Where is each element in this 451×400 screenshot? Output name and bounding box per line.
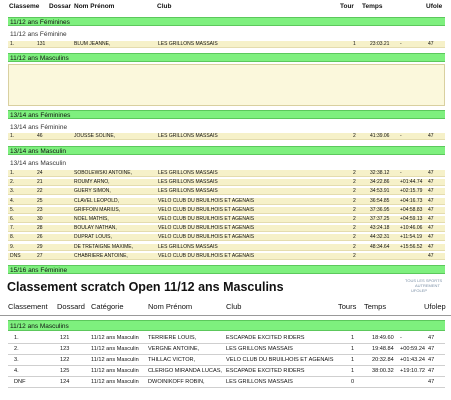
cell-time: 37:37.25: [370, 216, 390, 222]
cell-name: DWOINIKOFF ROBIN,: [148, 379, 205, 385]
cell-time: 19:48.84: [372, 346, 394, 352]
cell-rank: 1.: [10, 41, 15, 47]
cell-time: 34:22.86: [370, 179, 390, 186]
cell-bib: 46: [37, 133, 43, 139]
cell-bib: 121: [60, 335, 70, 341]
category-subtitle: 11/12 ans Féminine: [10, 31, 67, 38]
col-classement: Classement: [8, 302, 48, 311]
cell-rank: 3.: [14, 357, 19, 363]
cell-bib: 29: [37, 243, 43, 250]
cell-bib: 23: [37, 206, 43, 213]
cell-club: VELO CLUB DU BRUILHOIS ET AGENAIS: [158, 225, 255, 232]
cell-club: VELO CLUB DU BRUILHOIS ET AGENAIS: [158, 252, 255, 259]
cell-time: 43:24.18: [370, 225, 390, 232]
table-row: [8, 216, 445, 223]
cell-club: VELO CLUB DU BRUILHOIS ET AGENAIS: [158, 197, 255, 204]
cell-club: ESCAPADE EXCITED RIDERS: [226, 368, 305, 374]
cell-gap: +11:54.19: [400, 234, 423, 241]
cell-name: DE TRETAIGNE MAXIME,: [74, 243, 133, 250]
cell-bib: 26: [37, 234, 43, 241]
cell-gap: +04:59.13: [400, 216, 423, 222]
cell-ufolep: 47: [428, 379, 435, 385]
cell-time: 32:38.12: [370, 170, 390, 176]
cell-ufolep: 47: [428, 368, 435, 374]
col-nom: Nom Prénom: [148, 302, 193, 311]
cell-time: 48:34.64: [370, 243, 390, 250]
cell-club: ESCAPADE EXCITED RIDERS: [226, 335, 305, 341]
cell-name: DUPRAT LOUIS,: [74, 234, 112, 241]
cell-ufolep: 47: [428, 216, 434, 222]
cell-ufolep: 47: [428, 234, 434, 241]
cell-bib: 24: [37, 170, 43, 176]
empty-results-box: [8, 64, 445, 106]
cell-gap: +15:56.52: [400, 243, 423, 250]
table-row: [8, 170, 445, 177]
cell-club: LES GRILLONS MASSAIS: [158, 188, 218, 195]
cell-club: LES GRILLONS MASSAIS: [226, 346, 293, 352]
cell-name: GRIFFOIN MARIUS,: [74, 206, 121, 213]
cell-name: JOUSSE SOLINE,: [74, 133, 116, 139]
cell-bib: 122: [60, 357, 70, 363]
cell-ufolep: 47: [428, 335, 435, 341]
cell-ufolep: 47: [428, 243, 434, 250]
category-band: 11/12 ans Masculins: [8, 320, 445, 331]
cell-gap: +01:43.24: [400, 357, 426, 363]
cell-rank: 1.: [10, 133, 15, 139]
cell-club: LES GRILLONS MASSAIS: [226, 379, 293, 385]
cell-name: CHABRIERE ANTOINE,: [74, 252, 128, 259]
category-band: 11/12 ans Masculins: [8, 53, 445, 62]
cell-ufolep: 47: [428, 225, 434, 232]
cell-time: 44:32.31: [370, 234, 390, 241]
cell-category: 11/12 ans Masculin: [91, 357, 139, 363]
cell-rank: DNS: [10, 252, 21, 259]
cell-gap: +19:10.72: [400, 368, 426, 374]
cell-gap: -: [400, 41, 402, 47]
cell-tours: 1: [351, 368, 355, 374]
category-band: 15/16 ans Féminine: [8, 265, 445, 274]
cell-ufolep: 47: [428, 252, 434, 259]
cell-club: VELO CLUB DU BRUILHOIS ET AGENAIS: [158, 206, 255, 213]
category-band: 11/12 ans Féminines: [8, 17, 445, 26]
cell-ufolep: 47: [428, 346, 435, 352]
cell-tour: 2: [353, 225, 356, 232]
page-title: Classement scratch Open 11/12 ans Masculins: [7, 280, 284, 294]
col-ufolep: Ufolep: [424, 302, 446, 311]
cell-tours: 0: [351, 379, 355, 385]
cell-tour: 2: [353, 252, 356, 259]
cell-tours: 1: [351, 357, 355, 363]
cell-bib: 25: [37, 197, 43, 204]
cell-tour: 2: [353, 170, 356, 176]
col-temps: Temps: [364, 302, 387, 311]
cell-rank: DNF: [14, 379, 26, 385]
cell-tour: 2: [353, 234, 356, 241]
cell-time: 36:54.85: [370, 197, 390, 204]
cell-bib: 125: [60, 368, 70, 374]
cell-bib: 131: [37, 41, 46, 47]
ufolep-logo: TOUS LES SPORTS AUTREMENT UFOLEP: [405, 278, 443, 293]
cell-ufolep: 47: [428, 188, 434, 195]
table-row: [8, 378, 445, 388]
table-row: [8, 334, 445, 344]
col-dossard: Dossard: [57, 302, 85, 311]
col-tours: Tours: [338, 302, 357, 311]
cell-rank: 3.: [10, 188, 15, 195]
cell-club: LES GRILLONS MASSAIS: [158, 243, 218, 250]
cell-time: 18:49.60: [372, 335, 394, 341]
cell-club: LES GRILLONS MASSAIS: [158, 133, 218, 139]
cell-gap: +00:59.24: [400, 346, 426, 352]
cell-name: VERGNE ANTOINE,: [148, 346, 200, 352]
col-temps: Temps: [362, 3, 383, 10]
cell-rank: 2.: [14, 346, 19, 352]
cell-rank: 2.: [10, 179, 15, 186]
cell-category: 11/12 ans Masculin: [91, 368, 139, 374]
cell-bib: 22: [37, 188, 43, 195]
cell-tour: 2: [353, 188, 356, 195]
cell-category: 11/12 ans Masculin: [91, 335, 139, 341]
cell-rank: 9.: [10, 243, 15, 250]
table-row: [8, 367, 445, 377]
cell-ufolep: 47: [428, 41, 434, 47]
cell-tour: 2: [353, 179, 356, 186]
cell-tour: 2: [353, 197, 356, 204]
col-dossard: Dossar: [49, 3, 72, 10]
table-row: [8, 345, 445, 355]
cell-time: 37:36.95: [370, 206, 390, 213]
col-nom: Nom Prénom: [74, 3, 115, 10]
cell-gap: -: [400, 133, 402, 139]
cell-rank: 6.: [10, 216, 15, 222]
cell-bib: 21: [37, 179, 43, 186]
table-row: [8, 356, 445, 366]
cell-rank: 4.: [10, 197, 15, 204]
table-row: [8, 133, 445, 140]
cell-ufolep: 47: [428, 133, 434, 139]
cell-gap: +10:46.06: [400, 225, 423, 232]
cell-ufolep: 47: [428, 179, 434, 186]
cell-rank: 4.: [14, 368, 19, 374]
cell-rank: 7.: [10, 225, 15, 232]
cell-time: 38:00.32: [372, 368, 394, 374]
cell-rank: 1.: [10, 170, 15, 176]
cell-ufolep: 47: [428, 357, 435, 363]
table-row: [8, 179, 445, 186]
cell-time: 20:32.84: [372, 357, 394, 363]
cell-name: SOBOLEWSKI ANTOINE,: [74, 170, 132, 176]
col-categorie: Catégorie: [91, 302, 124, 311]
cell-name: BLUM JEANNE,: [74, 41, 111, 47]
cell-rank: 1.: [14, 335, 19, 341]
cell-gap: +01:44.74: [400, 179, 423, 186]
cell-name: GUERY SIMON,: [74, 188, 111, 195]
table-row: [8, 188, 445, 195]
cell-bib: 30: [37, 216, 43, 222]
cell-rank: 5.: [10, 206, 15, 213]
cell-name: NOEL MATHIS,: [74, 216, 109, 222]
cell-tour: 1: [353, 41, 356, 47]
table-row: [8, 234, 445, 241]
cell-time: 23:03.21: [370, 41, 390, 47]
col-ufole: Ufole: [426, 3, 443, 10]
cell-ufolep: 47: [428, 206, 434, 213]
cell-name: CLERIGO MIRANDA LUCAS,: [148, 368, 222, 374]
table-row: [8, 244, 445, 251]
cell-category: 11/12 ans Masculin: [91, 346, 139, 352]
cell-time: 34:53.91: [370, 188, 390, 195]
cell-gap: -: [400, 170, 402, 176]
cell-ufolep: 47: [428, 170, 434, 176]
col-club: Club: [157, 3, 172, 10]
cell-tours: 1: [351, 346, 355, 352]
cell-category: 11/12 ans Masculin: [91, 379, 139, 385]
cell-bib: 27: [37, 252, 43, 259]
cell-club: VELO CLUB DU BRUILHOIS ET AGENAIS: [226, 357, 334, 363]
cell-gap: +04:58.83: [400, 206, 423, 213]
cell-name: CLAVEL LEOPOLD,: [74, 197, 120, 204]
cell-bib: 28: [37, 225, 43, 232]
cell-club: VELO CLUB DU BRUILHOIS ET AGENAIS: [158, 216, 255, 222]
cell-ufolep: 47: [428, 197, 434, 204]
cell-gap: +04:16.73: [400, 197, 423, 204]
cell-club: LES GRILLONS MASSAIS: [158, 41, 218, 47]
table-row: [8, 41, 445, 48]
col-tour: Tour: [340, 3, 354, 10]
table-row: [8, 225, 445, 232]
cell-tour: 2: [353, 133, 356, 139]
cell-bib: 124: [60, 379, 70, 385]
cell-name: THILLAC VICTOR,: [148, 357, 196, 363]
cell-gap: +02:15.79: [400, 188, 423, 195]
table-row: [8, 253, 445, 260]
cell-club: VELO CLUB DU BRUILHOIS ET AGENAIS: [158, 234, 255, 241]
cell-tour: 2: [353, 243, 356, 250]
cell-gap: -: [400, 335, 402, 341]
cell-tour: 2: [353, 216, 356, 222]
results-header: [0, 0, 451, 13]
cell-bib: 123: [60, 346, 70, 352]
cell-name: ROUMY ARNO,: [74, 179, 110, 186]
col-club: Club: [226, 302, 242, 311]
category-band: 13/14 ans Masculin: [8, 146, 445, 155]
category-band: 13/14 ans Féminines: [8, 110, 445, 119]
cell-time: 41:39.06: [370, 133, 390, 139]
category-subtitle: 13/14 ans Féminine: [10, 124, 68, 131]
col-classement: Classeme: [9, 3, 40, 10]
category-subtitle: 13/14 ans Masculin: [10, 160, 67, 167]
cell-club: LES GRILLONS MASSAIS: [158, 179, 218, 186]
results-header: [0, 299, 451, 316]
cell-tours: 1: [351, 335, 355, 341]
cell-club: LES GRILLONS MASSAIS: [158, 170, 218, 176]
cell-name: TERRIERE LOUIS,: [148, 335, 197, 341]
table-row: [8, 207, 445, 214]
cell-tour: 2: [353, 206, 356, 213]
cell-name: BOULAY NATHAN,: [74, 225, 117, 232]
cell-rank: 8.: [10, 234, 15, 241]
table-row: [8, 198, 445, 205]
